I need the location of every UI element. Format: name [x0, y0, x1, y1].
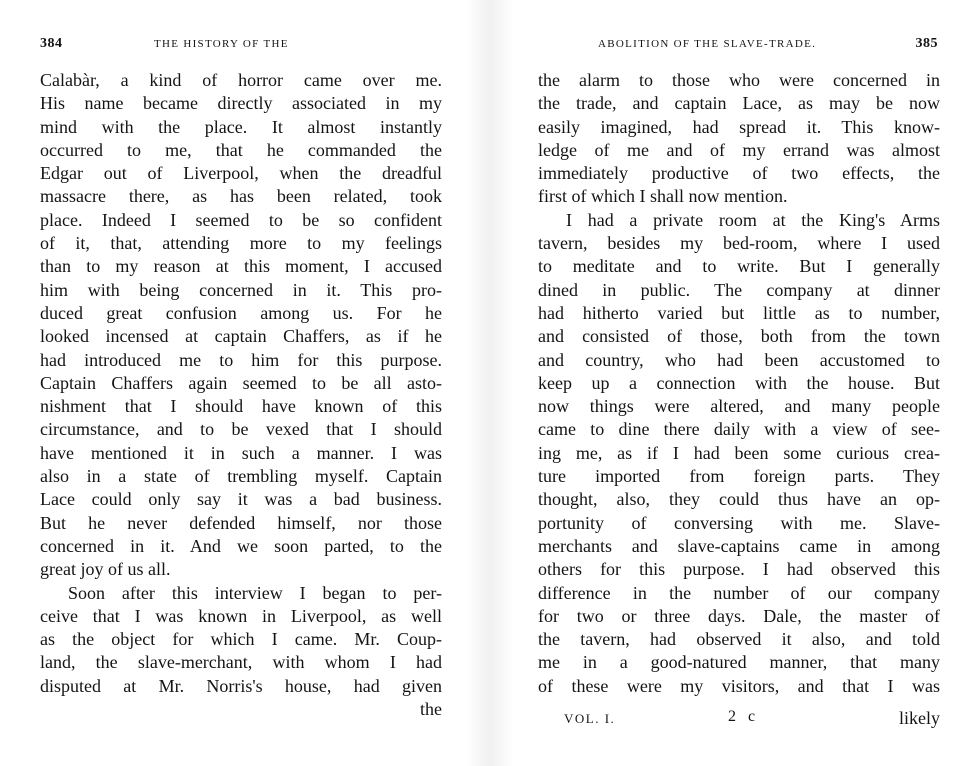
text-line: land, the slave-merchant, with whom I had [40, 652, 442, 673]
text-line: keep up a connection with the house. But [538, 372, 940, 393]
text-line: Captain Chaffers again seemed to be all asto- [40, 372, 442, 393]
text-line: as the object for which I came. Mr. Coup- [40, 629, 442, 650]
text-line: But he never defended himself, nor those [40, 512, 442, 533]
text-line: ledge of me and of my errand was almost [538, 139, 940, 160]
text-line: me in a good-natured manner, that many [538, 652, 940, 673]
text-line: of these were my visitors, and that I was [538, 675, 940, 696]
text-line: also in a state of trembling myself. Captain [40, 466, 442, 487]
text-line: disputed at Mr. Norris's house, had given [40, 675, 442, 696]
text-line: nishment that I should have known of this [40, 396, 442, 417]
right-page-header [538, 36, 938, 60]
text-line: had hitherto varied but little as to number, [538, 302, 940, 323]
catchword-right: likely [899, 708, 940, 728]
text-line: ture imported from foreign parts. They [538, 466, 940, 487]
text-line: I had a private room at the King's Arms [566, 209, 940, 230]
text-line: ing me, as if I had been some curious crea- [538, 442, 940, 463]
text-line: mind with the place. It almost instantly [40, 116, 442, 137]
text-line: to meditate and to write. But I generally [538, 256, 940, 277]
running-head-right: ABOLITION OF THE SLAVE-TRADE. [598, 38, 817, 50]
text-line: have mentioned it in such a manner. I was [40, 442, 442, 463]
text-line: thought, also, they could thus have an op- [538, 489, 940, 510]
left-page-body [40, 69, 442, 721]
catchword-left: the [420, 699, 442, 720]
text-line: concerned in it. And we soon parted, to the [40, 535, 442, 556]
running-head-left: THE HISTORY OF THE [154, 38, 289, 50]
text-line: of it, that, attending more to my feelings [40, 233, 442, 254]
text-line: first of which I shall now mention. [538, 186, 788, 207]
text-line: the alarm to those who were concerned in [538, 70, 940, 90]
text-line: place. Indeed I seemed to be so confident [40, 209, 442, 230]
text-line: him with being concerned in it. This pro- [40, 279, 442, 300]
text-line: looked incensed at captain Chaffers, as if he [40, 326, 442, 347]
text-line: and country, who had been accustomed to [538, 349, 940, 370]
text-line: dined in public. The company at dinner [538, 279, 940, 300]
page-number-right: 385 [915, 36, 938, 51]
text-line: circumstance, and to be vexed that I should [40, 419, 442, 440]
text-line: Soon after this interview I began to per- [68, 582, 442, 603]
text-line: ceive that I was known in Liverpool, as well [40, 605, 442, 626]
text-line: others for this purpose. I had observed this [538, 559, 940, 580]
page-number-left: 384 [40, 36, 63, 51]
text-line: massacre there, as has been related, took [40, 186, 442, 207]
text-line: for two or three days. Dale, the master of [538, 605, 940, 626]
left-page-header [40, 36, 450, 60]
text-line: the tavern, had observed it also, and told [538, 629, 940, 650]
text-line: difference in the number of our company [538, 582, 940, 603]
text-line: His name became directly associated in my [40, 93, 442, 114]
text-line: occurred to me, that he commanded the [40, 139, 442, 160]
text-line: portunity of conversing with me. Slave- [538, 512, 940, 533]
text-line: duced great confusion among us. For he [40, 302, 442, 323]
text-line: Edgar out of Liverpool, when the dreadful [40, 163, 442, 184]
text-line: merchants and slave-captains came in among [538, 535, 940, 556]
text-line: now things were altered, and many people [538, 396, 940, 417]
text-line: Calabàr, a kind of horror came over me. [40, 70, 442, 90]
text-line: had introduced me to him for this purpose. [40, 349, 442, 370]
text-line: great joy of us all. [40, 559, 171, 580]
text-line: immediately productive of two effects, the [538, 163, 940, 184]
text-line: tavern, besides my bed-room, where I used [538, 233, 940, 254]
text-line: came to dine there daily with a view of see- [538, 419, 940, 440]
signature-mark: 2 c [728, 708, 760, 725]
right-page-footer [538, 708, 940, 732]
text-line: easily imagined, had spread it. This know- [538, 116, 940, 137]
right-page [490, 0, 980, 766]
text-line: than to my reason at this moment, I accused [40, 256, 442, 277]
text-line: the trade, and captain Lace, as may be now [538, 93, 940, 114]
text-line: and consisted of those, both from the town [538, 326, 940, 347]
text-line: Lace could only say it was a bad business. [40, 489, 442, 510]
right-page-body [538, 69, 940, 698]
volume-label: VOL. I. [564, 711, 616, 726]
